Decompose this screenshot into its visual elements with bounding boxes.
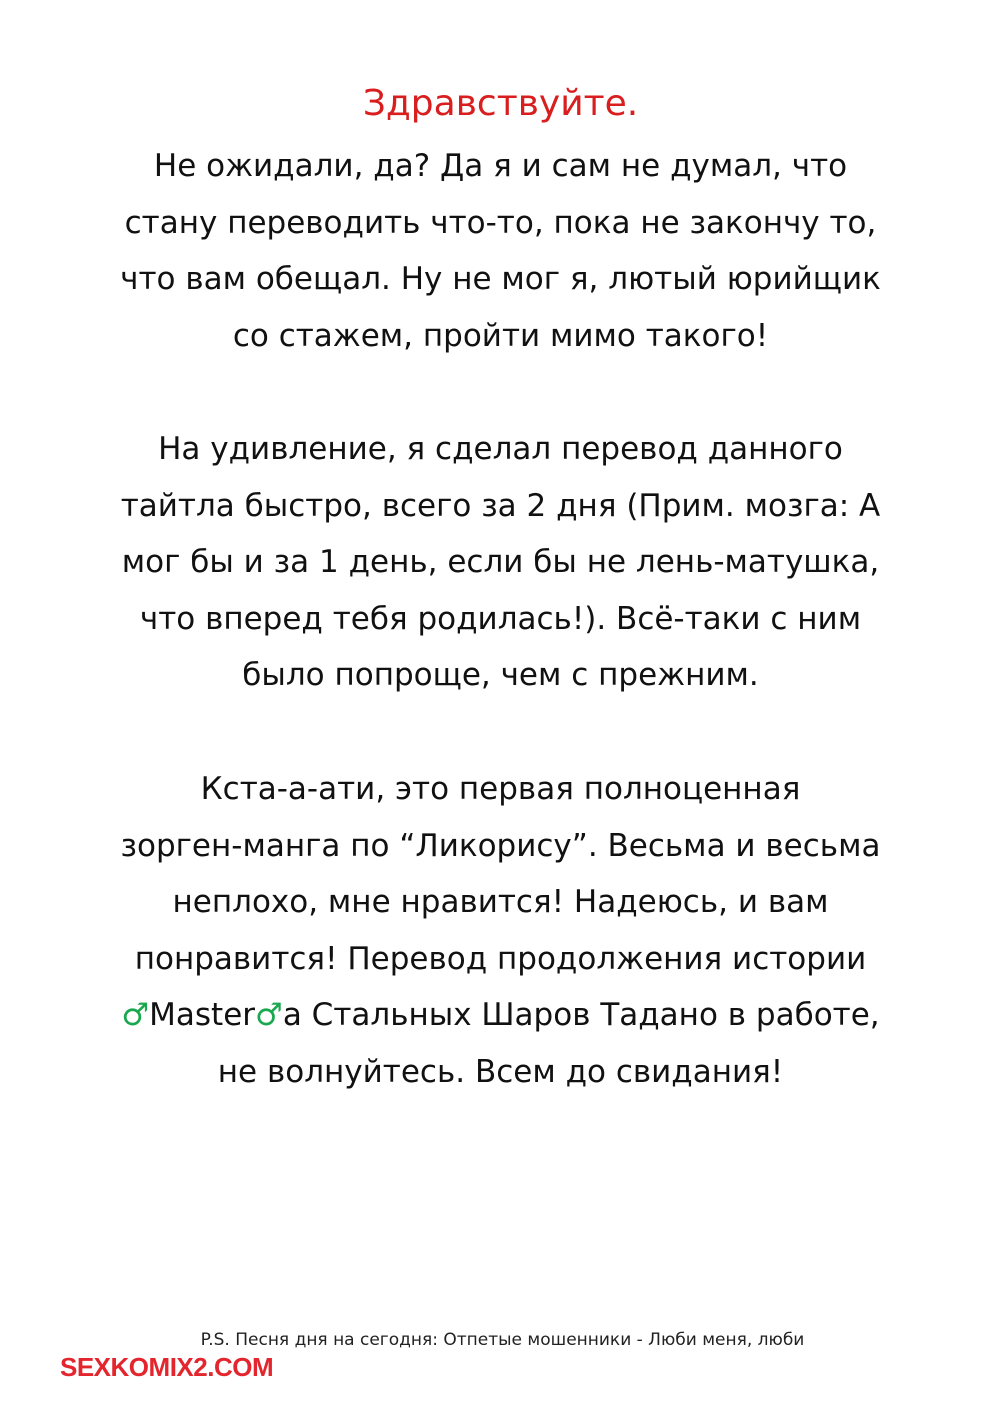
text-line: со стажем, пройти мимо такого! [232, 317, 769, 354]
master-word: Master [149, 997, 256, 1033]
text-line-master [80, 987, 921, 1044]
text-line: было попроще, чем с прежним. [242, 657, 759, 693]
paragraph-translation-note [80, 421, 921, 704]
text-line: что вперед тебя родилась!). Всё-таки с ним [139, 600, 862, 637]
text-line: неплохо, мне нравится! Надеюсь, и вам [172, 884, 829, 920]
text-fragment: а Стальных Шаров Тадано в работе, [282, 997, 880, 1033]
page-title: Здравствуйте. [362, 83, 639, 124]
text-line: тайтла быстро, всего за 2 дня (Прим. мозга: А [120, 487, 881, 524]
text-line: На удивление, я сделал перевод данного [158, 431, 843, 467]
postscript-note: P.S. Песня дня на сегодня: Отпетые мошенники - Люби меня, люби [200, 1330, 805, 1350]
text-line: Кста-а-ати, это первая полноценная [200, 771, 801, 807]
paragraph-closing [80, 761, 921, 1100]
mars-symbol-icon: ♂ [121, 997, 150, 1033]
paragraph-intro [80, 138, 921, 364]
site-watermark-logo [60, 1352, 273, 1382]
text-line: что вам обещал. Ну не мог я, лютый юрийщик [120, 261, 881, 297]
text-line: зорген-манга по “Ликорису”. Весьма и весьма [120, 827, 881, 864]
text-line: не волнуйтесь. Всем до свидания! [217, 1053, 784, 1090]
text-line: Не ожидали, да? Да я и сам не думал, что [153, 148, 848, 184]
text-line: мог бы и за 1 день, если бы не лень-матушка, [121, 544, 880, 580]
watermark-part: KOMIX2.COM [110, 1352, 274, 1382]
watermark-part: SEX [60, 1352, 111, 1382]
text-line: понравится! Перевод продолжения истории [134, 940, 867, 977]
mars-symbol-icon: ♂ [255, 997, 283, 1033]
text-line: стану переводить что-то, пока не закончу то, [124, 204, 877, 241]
